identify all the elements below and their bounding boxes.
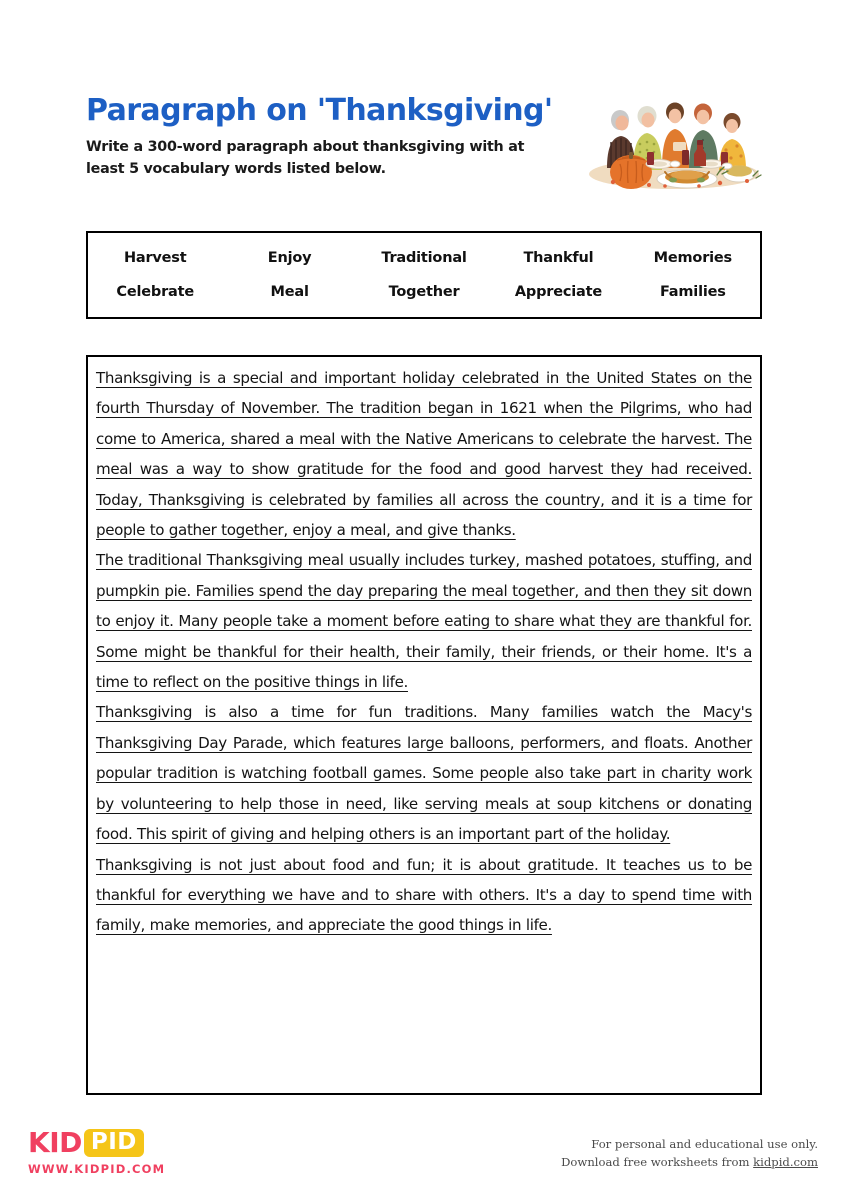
essay-paragraph: Thanksgiving is not just about food and fun; it is about gratitude. It teaches us to be thankful for everything we have and to share with others. It's a day to spend time with family, make memories, and appreciate the good things in life. bbox=[96, 855, 752, 935]
logo-kid-text: KID bbox=[28, 1126, 82, 1159]
vocabulary-word: Harvest bbox=[123, 250, 187, 266]
footer-note-prefix: Download free worksheets from bbox=[561, 1155, 754, 1170]
footer-usage-note bbox=[561, 1136, 818, 1172]
vocabulary-word: Thankful bbox=[523, 250, 594, 266]
kidpid-website-link[interactable]: kidpid.com bbox=[753, 1155, 818, 1170]
vocabulary-row-2 bbox=[88, 284, 760, 300]
vocabulary-word: Celebrate bbox=[116, 284, 194, 300]
kidpid-logo-mark bbox=[28, 1128, 208, 1158]
vocabulary-word: Appreciate bbox=[514, 284, 602, 300]
vocabulary-word: Memories bbox=[653, 250, 732, 266]
essay-answer-box[interactable] bbox=[86, 355, 762, 1095]
vocabulary-word-bank bbox=[86, 231, 762, 319]
footer-note-line-2 bbox=[561, 1154, 818, 1172]
essay-paragraph: Thanksgiving is also a time for fun traditions. Many families watch the Macy's Thanksgiving Day Parade, which features large balloons, performers, and floats. Another popular tradition is watching football games. Some people also take part in charity work by volunteering to help those in need, like serving meals at soup kitchens or donating food. This spirit of giving and helping others is an important part of the holiday. bbox=[96, 703, 752, 844]
logo-website-url: WWW.KIDPID.COM bbox=[28, 1162, 166, 1176]
kidpid-logo[interactable] bbox=[28, 1128, 208, 1176]
page-title: Paragraph on 'Thanksgiving' bbox=[86, 93, 553, 128]
essay-paragraph: The traditional Thanksgiving meal usually includes turkey, mashed potatoes, stuffing, and pumpkin pie. Families spend the day preparing the meal together, and then they sit down to enjoy it. Many people take a moment before eating to share what they are thankful for. Some might be thankful for their health, their family, their friends, or their home. It's a time to reflect on the positive things in life. bbox=[96, 551, 752, 692]
thanksgiving-family-dinner-illustration bbox=[587, 98, 762, 190]
vocabulary-word: Together bbox=[388, 284, 460, 300]
worksheet-header bbox=[86, 93, 762, 196]
essay-paragraph: Thanksgiving is a special and important holiday celebrated in the United States on the fourth Thursday of November. The tradition began in 1621 when the Pilgrims, who had come to America, shared a meal with the Native Americans to celebrate the harvest. The meal was a way to show gratitude for the food and good harvest they had received. Today, Thanksgiving is celebrated by families all across the country, and it is a time for people to gather together, enjoy a meal, and give thanks. bbox=[96, 369, 752, 540]
vocabulary-word: Families bbox=[659, 284, 726, 300]
footer-note-line-1: For personal and educational use only. bbox=[591, 1137, 818, 1152]
header-text-block bbox=[86, 93, 556, 180]
vocabulary-word: Enjoy bbox=[267, 250, 312, 266]
page-footer bbox=[0, 1090, 848, 1200]
vocabulary-word: Traditional bbox=[381, 250, 467, 266]
logo-pid-text: PID bbox=[84, 1129, 144, 1157]
worksheet-instructions: Write a 300-word paragraph about thanksgiving with at least 5 vocabulary words listed below. bbox=[86, 139, 525, 177]
vocabulary-row-1 bbox=[88, 250, 760, 266]
vocabulary-word: Meal bbox=[270, 284, 309, 300]
